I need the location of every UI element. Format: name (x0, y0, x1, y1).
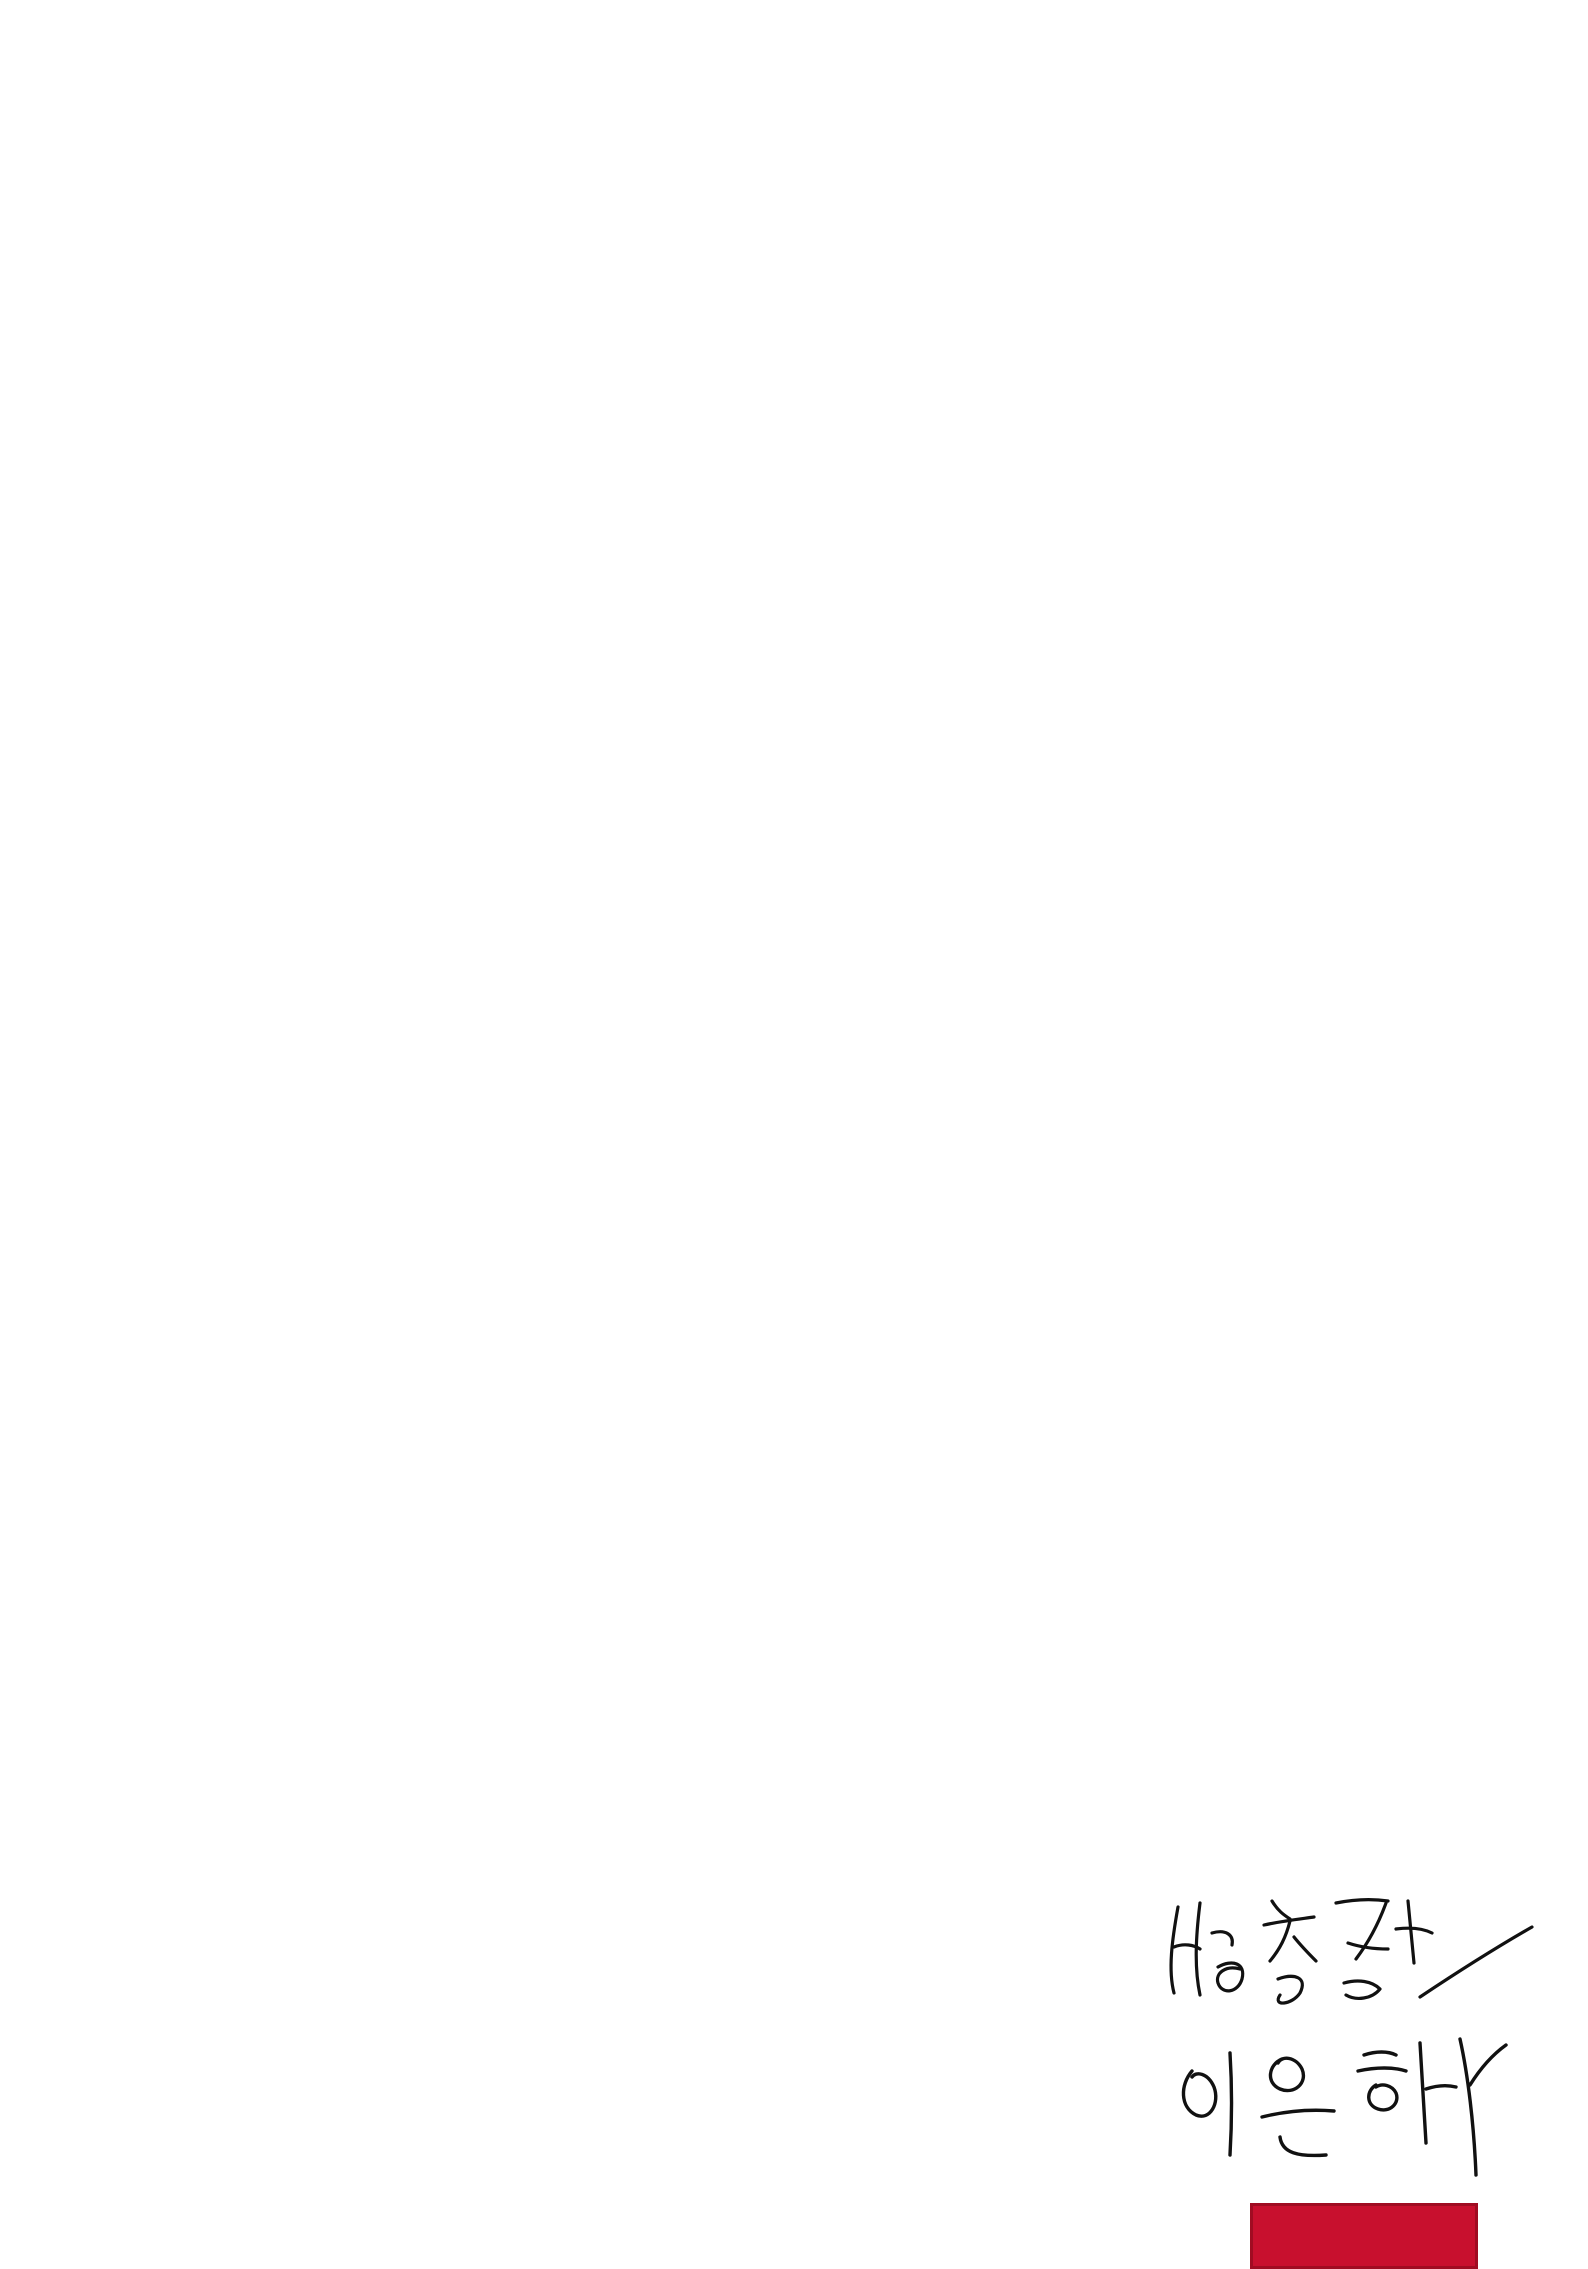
caregiver-signature (1170, 2025, 1550, 2205)
contract-body (43, 20, 1553, 80)
seal-stamp (1250, 2203, 1478, 2269)
date-line (0, 1788, 1588, 1822)
requester-signature (1160, 1885, 1550, 2035)
